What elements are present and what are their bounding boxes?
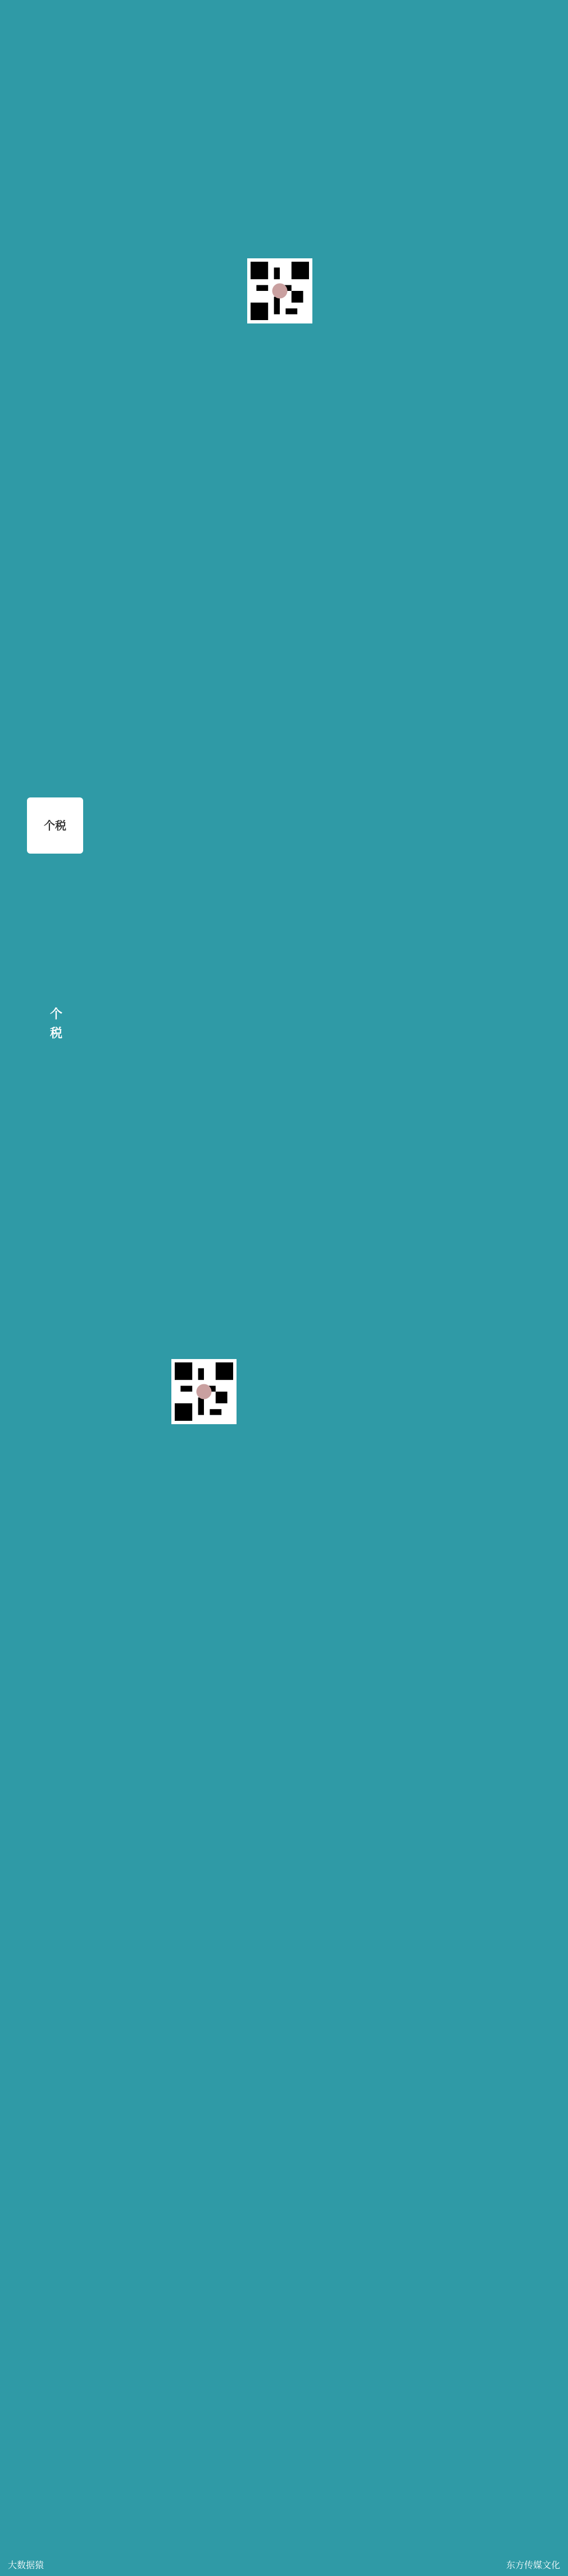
root-subtitle: 个 税 — [49, 1007, 62, 1041]
qr-pattern-icon — [175, 1362, 233, 1421]
root-node: 个税 — [27, 797, 83, 854]
footer-right: 东方传媒文化 — [506, 2560, 560, 2570]
footer-left: 大数据猿 — [8, 2560, 44, 2570]
qr-pattern-icon — [251, 262, 309, 320]
qr-code-2 — [171, 1359, 237, 1424]
qr-code-1 — [247, 258, 312, 323]
